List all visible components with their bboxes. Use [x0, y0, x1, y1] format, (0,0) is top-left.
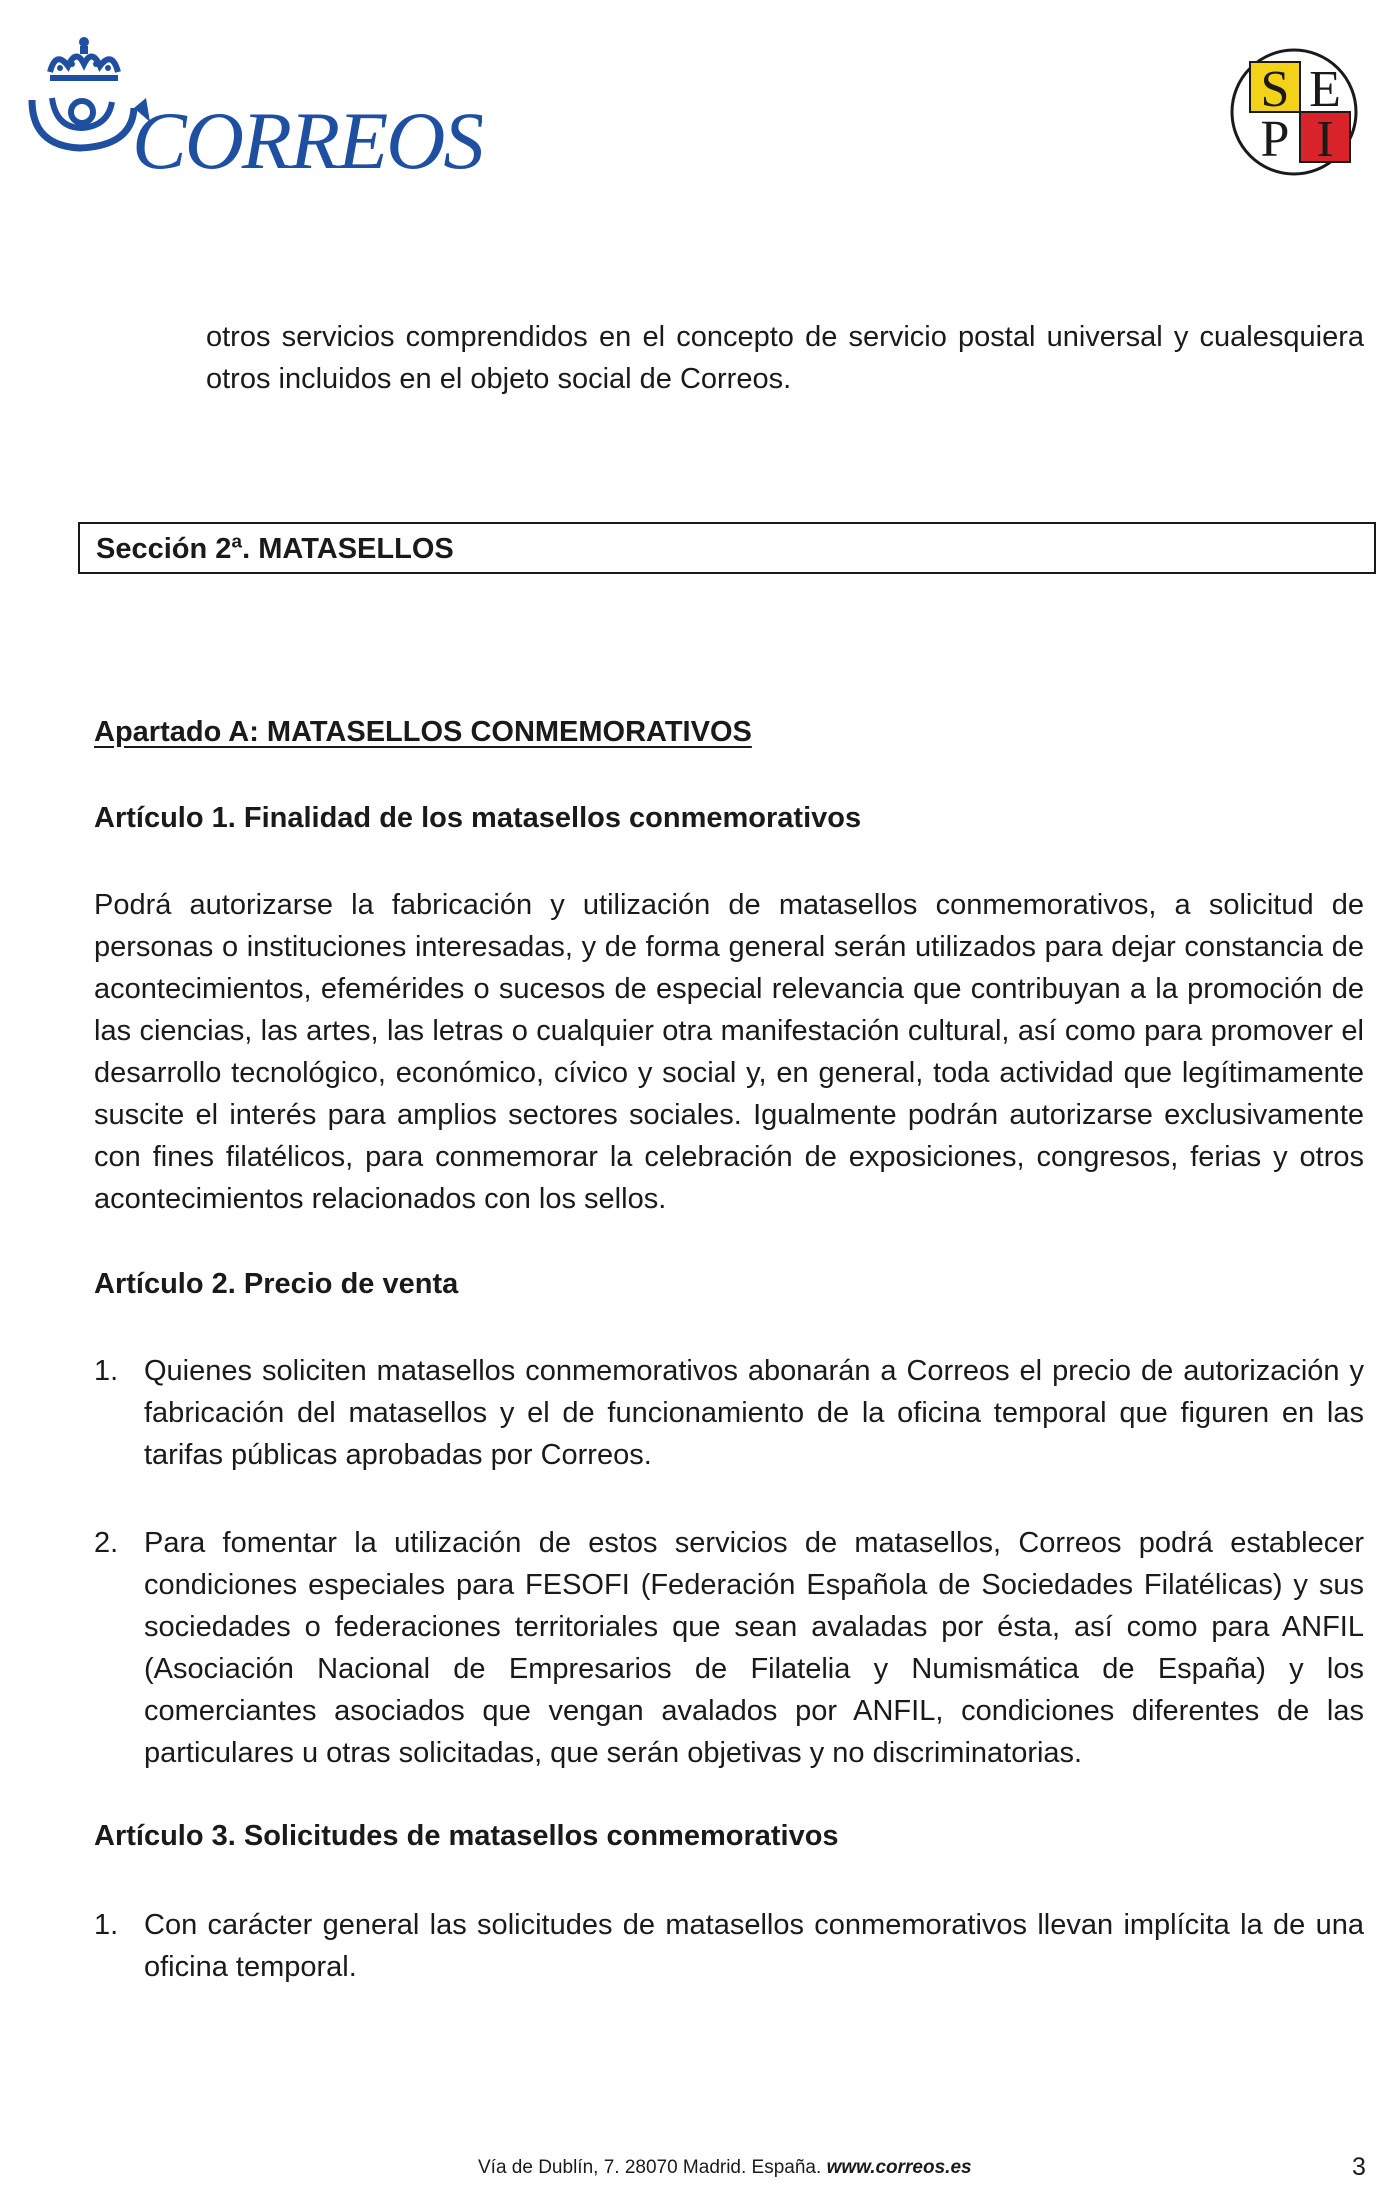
correos-logo-wordmark: CORREOS	[132, 95, 482, 178]
footer-website-link[interactable]: www.correos.es	[826, 2157, 972, 2178]
list-item-text: Para fomentar la utilización de estos servicios de matasellos, Correos podrá establecer condiciones especiales para FESOFI (Federación Española de Sociedades Filatélicas) y sus sociedades o federaciones territoriales que sean avaladas por ésta, así como para ANFIL (Asociación Nacional de Empresarios de Filatelia y Numismática de España) y los comerciantes asociados que vengan avalados por ANFIL, condiciones diferentes de las particulares u otras solicitadas, que serán objetivas y no discriminatorias.	[144, 1527, 1364, 1769]
svg-text:P: P	[1260, 111, 1290, 168]
list-item-text: Con carácter general las solicitudes de matasellos conmemorativos llevan implícita la de una oficina temporal.	[144, 1909, 1364, 1983]
article-1-title: Artículo 1. Finalidad de los matasellos conmemorativos	[94, 802, 862, 834]
sepi-logo	[1228, 42, 1366, 180]
svg-text:S: S	[1260, 61, 1290, 118]
footer-address-line	[478, 2154, 972, 2182]
correos-logo	[22, 28, 482, 178]
svg-text:E: E	[1309, 61, 1341, 118]
list-item-text: Quienes soliciten matasellos conmemorativos abonarán a Correos el precio de autorización y fabricación del matasellos y el de funcionamiento de la oficina temporal que figuren en las tarifas públicas aprobadas por Correos.	[144, 1355, 1364, 1471]
page-footer	[0, 2150, 1400, 2186]
intro-paragraph: otros servicios comprendidos en el concepto de servicio postal universal y cualesquiera otros incluidos en el objeto social de Correos.	[206, 321, 1364, 395]
list-item-number: 2.	[94, 1527, 119, 1559]
apartado-title: Apartado A: MATASELLOS CONMEMORATIVOS	[94, 716, 752, 748]
svg-text:I: I	[1316, 111, 1334, 168]
footer-address: Vía de Dublín, 7. 28070 Madrid. España.	[478, 2157, 822, 2178]
page-number: 3	[1352, 2153, 1366, 2181]
article-1-paragraph: Podrá autorizarse la fabricación y utilización de matasellos conmemorativos, a solicitud de personas o instituciones interesadas, y de forma general serán utilizados para dejar constancia de acontecimientos, efemérides o sucesos de especial relevancia que contribuyan a la promoción de las ciencias, las artes, las letras o cualquier otra manifestación cultural, así como para promover el desarrollo tecnológico, económico, cívico y social y, en general, toda actividad que legítimamente suscite el interés para amplios sectores sociales. Igualmente podrán autorizarse exclusivamente con fines filatélicos, para conmemorar la celebración de exposiciones, congresos, ferias y otros acontecimientos relacionados con los sellos.	[94, 889, 1364, 1215]
list-item-number: 1.	[94, 1909, 119, 1941]
list-item-number: 1.	[94, 1355, 119, 1387]
section-title: Sección 2ª. MATASELLOS	[96, 533, 454, 565]
article-2-title: Artículo 2. Precio de venta	[94, 1268, 459, 1300]
article-3-title: Artículo 3. Solicitudes de matasellos conmemorativos	[94, 1820, 839, 1852]
section-box	[78, 522, 1376, 574]
